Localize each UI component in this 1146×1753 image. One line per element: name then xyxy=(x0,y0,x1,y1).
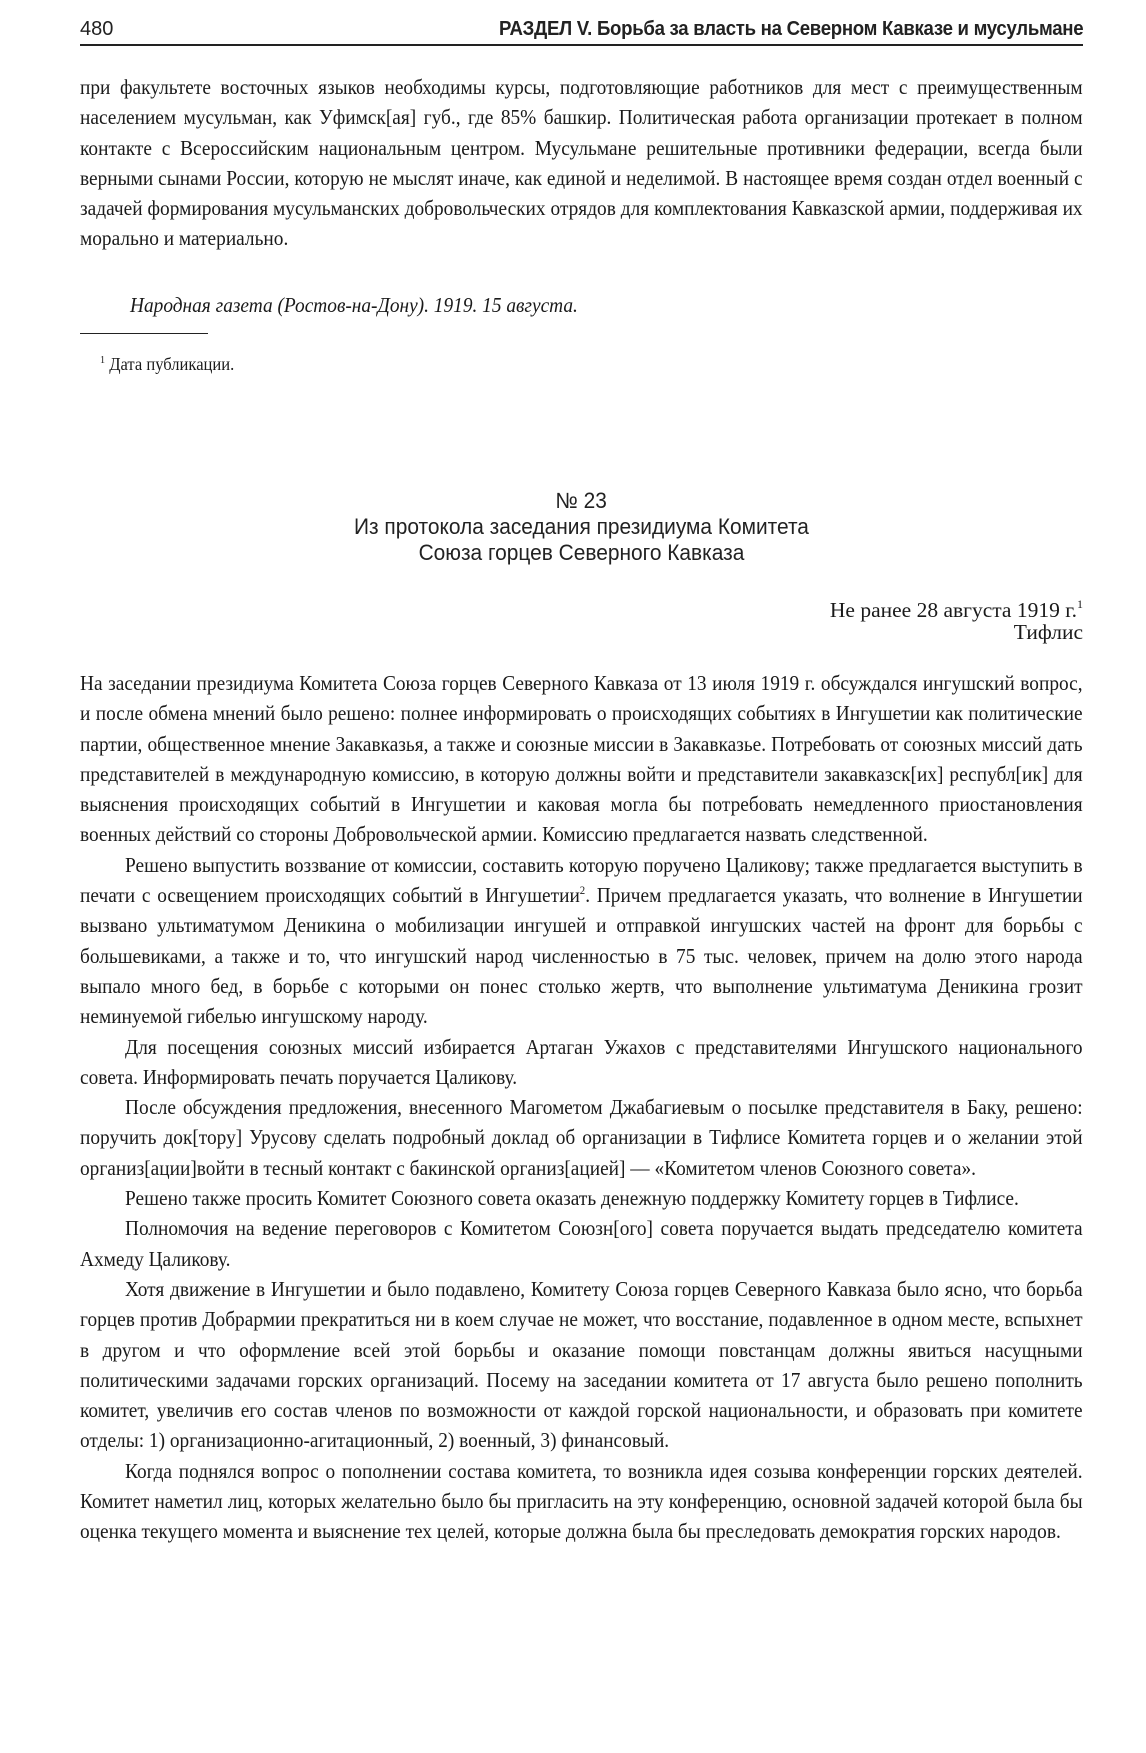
body-paragraph-4: После обсуждения предложения, внесенного Магометом Джабагиевым о посылке представителя в Баку, решено: поручить док[тору] Урусову сделать подробный доклад об организации в Тифлисе Комитета горцев и о желании этой организ[ации]войти в тесный контакт с бакинской организ[ацией] — «Комитетом членов Союзного совета». xyxy=(80,1095,1083,1180)
body-paragraph-6: Полномочия на ведение переговоров с Комитетом Союзн[ого] совета поручается выдать председателю комитета Ахмеду Цаликову. xyxy=(80,1216,1083,1271)
body-paragraph-5: Решено также просить Комитет Союзного совета оказать денежную поддержку Комитету горцев в Тифлисе. xyxy=(125,1186,1019,1211)
body-paragraph-3: Для посещения союзных миссий избирается Артаган Ужахов с представителями Ингушского национального совета. Информировать печать поручается Цаликову. xyxy=(80,1034,1083,1089)
document-title-line-2 xyxy=(80,539,1083,567)
footnote-ref-2: 2 xyxy=(579,883,586,898)
page-number: 480 xyxy=(80,18,114,40)
section-title: РАЗДЕЛ V. Борьба за власть на Северном Кавказе и мусульмане xyxy=(498,18,1083,40)
body-paragraph-2 xyxy=(80,850,1083,1032)
footnote-separator xyxy=(80,333,208,334)
paragraph-2-text-a: Решено выпустить воззвание от комиссии, составить которую поручено Цаликову; также предлагается выступить в печати с освещением происходящих событий в Ингушетии xyxy=(80,852,1083,908)
footnote-marker: 1 xyxy=(100,354,106,366)
paragraph-2-text-b: . Причем предлагается указать, что волнение в Ингушетии вызвано ультиматумом Деникина о мобилизации ингушей и отправкой ингушских частей на фронт для борьбы с большевиками, а также и то, что ингушский народ численностью в 75 тыс. человек, причем на долю этого народа выпало много бед, в борьбе с которыми он понес столько жертв, что выполнение ультиматума Деникина грозит неминуемой гибелью ингушскому народу. xyxy=(80,883,1083,1029)
document-date-text: Не ранее 28 августа 1919 г. xyxy=(829,598,1077,622)
body-paragraph-8: Когда поднялся вопрос о пополнении состава комитета, то возникла идея созыва конференции горских деятелей. Комитет наметил лиц, которых желательно было бы пригласить на эту конференцию, основной задачей которой была бы оценка текущего момента и выяснение тех целей, которые должна была бы преследовать демократия горских народов. xyxy=(80,1458,1083,1544)
header-rule xyxy=(80,44,1083,46)
document-body xyxy=(80,668,1083,1547)
running-head xyxy=(80,14,1083,44)
document-number xyxy=(80,487,1083,515)
continued-paragraph: при факультете восточных языков необходимы курсы, подготовляющие работников для мест с преимущественным населением мусульман, как Уфимск[ая] губ., где 85% башкир. Политическая работа организации протекает в полном контакте с Всероссийским национальным центром. Мусульмане решительные противники федерации, всегда были верными сынами России, которую не мыслят иначе, как единой и неделимой. В настоящее время создан отдел военный с задачей формирования мусульманских добровольческих отрядов для комплектования Кавказской армии, поддерживая их морально и материально. xyxy=(80,75,1083,251)
body-paragraph-7: Хотя движение в Ингушетии и было подавлено, Комитету Союза горцев Северного Кавказа было ясно, что борьба горцев против Добрармии прекратиться ни в коем случае не может, что восстание, подавленное в одном месте, вспыхнет в другом и что оформление всей этой борьбы и оказание помощи повстанцам должны явиться насущными политическими задачами горских организаций. Посему на заседании комитета от 17 августа было решено пополнить комитет, увеличив его состав членов по возможности от каждой горской национальности, и образовать при комитете отделы: 1) организационно-агитационный, 2) военный, 3) финансовый. xyxy=(80,1276,1083,1453)
footnote-text: Дата публикации. xyxy=(109,354,235,374)
document-title-line-1 xyxy=(80,513,1083,541)
continued-text xyxy=(80,72,1083,254)
document-title-text-1: Из протокола заседания президиума Комитета xyxy=(354,514,809,539)
body-paragraph-1: На заседании президиума Комитета Союза горцев Северного Кавказа от 13 июля 1919 г. обсуждался ингушский вопрос, и после обмена мнений было решено: полнее информировать о происходящих событиях в Ингушетии как политические партии, общественное мнение Закавказья, а также и союзные миссии в Закавказье. Потребовать от союзных миссий дать представителей в международную комиссию, в которую должны войти и представители закавказск[их] республ[ик] для выяснения происходящих событий в Ингушетии и каковая могла бы потребовать немедленного приостановления военных действий со стороны Добровольческой армии. Комиссию предлагается назвать следственной. xyxy=(80,671,1083,847)
source-citation: Народная газета (Ростов-на-Дону). 1919. 15 августа. xyxy=(130,293,578,317)
document-title-text-2: Союза горцев Северного Кавказа xyxy=(418,540,745,565)
footnote xyxy=(100,348,234,376)
date-footnote-marker: 1 xyxy=(1077,597,1083,611)
document-place: Тифлис xyxy=(1013,620,1083,644)
document-number-text: № 23 xyxy=(555,488,608,513)
